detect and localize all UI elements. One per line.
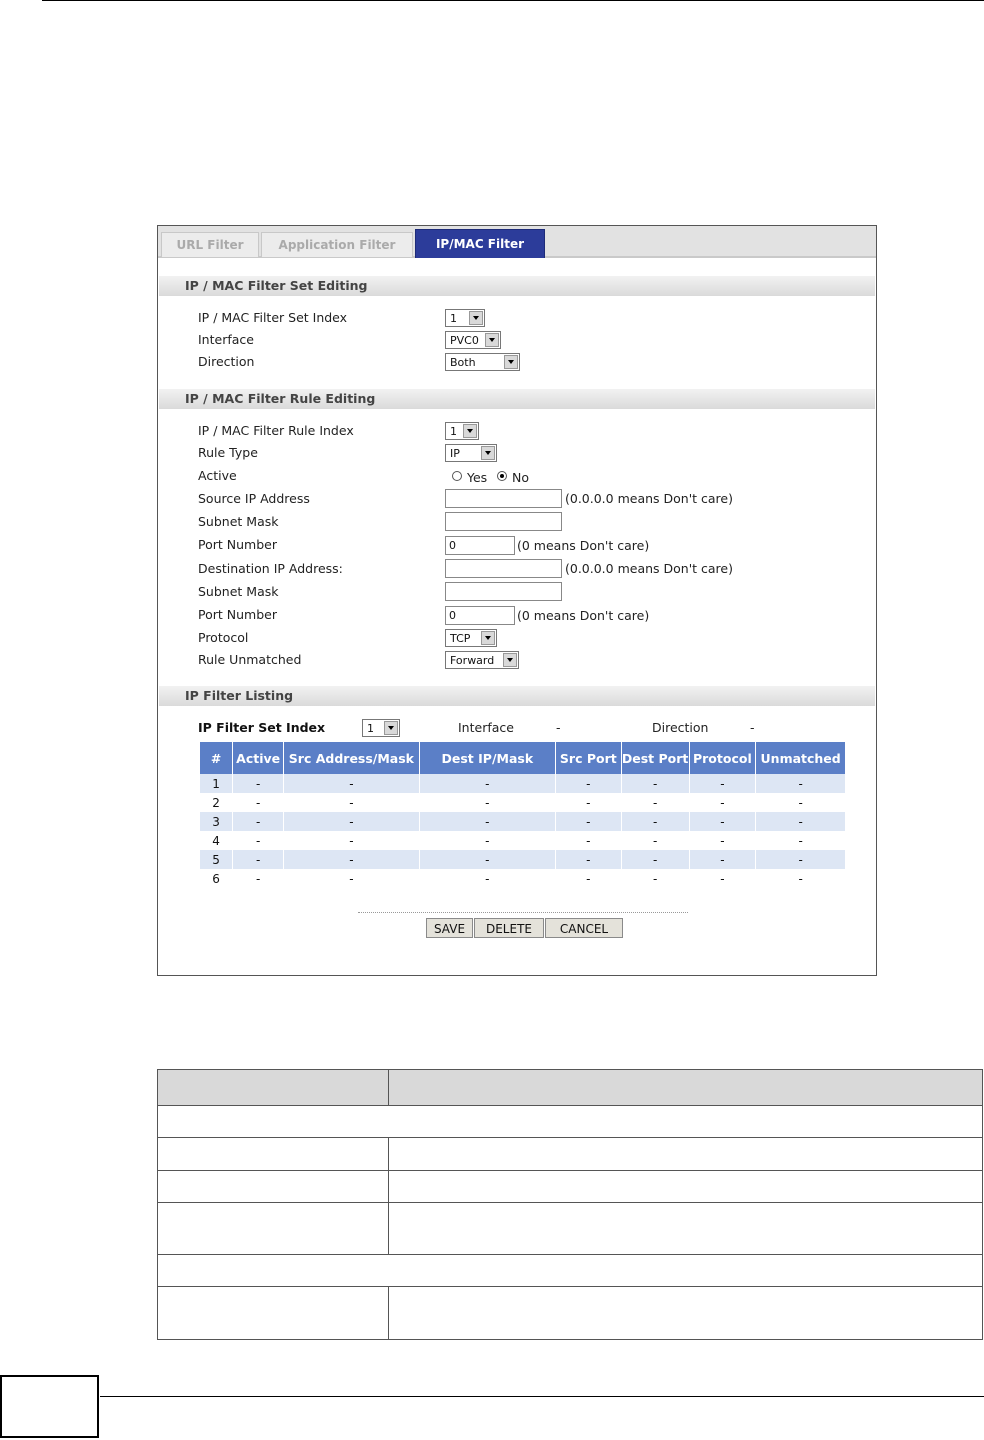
active-yes-label: Yes [467,470,488,485]
listing-interface-value: - [556,720,561,735]
cell: - [419,793,555,812]
table-header-row [158,1070,983,1106]
set-editing-header [159,276,875,296]
cell: - [689,869,756,888]
dest-mask-label: Subnet Mask [198,584,279,599]
chevron-down-icon [481,631,495,645]
table-row [200,774,846,793]
cell: - [756,774,846,793]
cell: - [756,850,846,869]
cell: - [419,831,555,850]
set-index-select[interactable] [445,309,485,327]
direction-value: Both [450,356,476,369]
cell: - [621,869,689,888]
cell: - [284,831,420,850]
cell: - [555,774,621,793]
desc-cell [158,1171,389,1203]
dest-mask-input[interactable] [445,582,562,601]
set-index-value: 1 [450,312,457,325]
active-yes-radio[interactable] [452,471,462,481]
filter-listing-table [200,742,846,888]
rule-unmatched-label: Rule Unmatched [198,652,302,667]
desc-header-cell [158,1070,389,1106]
description-table [157,1069,983,1340]
listing-set-index-value: 1 [367,722,374,735]
dest-port-label: Port Number [198,607,277,622]
cell: - [756,812,846,831]
table-row [200,831,846,850]
cell: - [555,812,621,831]
table-row [158,1106,983,1138]
source-ip-label: Source IP Address [198,491,310,506]
set-index-label: IP / MAC Filter Set Index [198,310,348,325]
cell: - [284,869,420,888]
cell: - [284,793,420,812]
source-port-input[interactable]: 0 [445,536,515,555]
tab-ip-mac-filter[interactable]: IP/MAC Filter [415,229,545,258]
table-row [158,1287,983,1340]
cell: - [419,869,555,888]
protocol-value: TCP [450,632,471,645]
table-row [158,1255,983,1287]
cell: - [689,850,756,869]
chevron-down-icon [485,333,499,347]
rule-editing-header [159,389,875,409]
desc-cell [389,1287,983,1340]
cell: 2 [200,793,233,812]
interface-select[interactable] [445,331,501,349]
desc-cell [389,1171,983,1203]
cell: - [419,774,555,793]
desc-cell [158,1255,983,1287]
cell: 5 [200,850,233,869]
cell: - [756,869,846,888]
chevron-down-icon [463,424,477,438]
rule-unmatched-select[interactable] [445,651,519,669]
col-index: # [200,742,233,774]
cell: - [419,850,555,869]
source-mask-label: Subnet Mask [198,514,279,529]
desc-cell [389,1203,983,1255]
cell: - [284,812,420,831]
cell: - [689,793,756,812]
cell: - [284,850,420,869]
dest-ip-input[interactable] [445,559,562,578]
col-src-address: Src Address/Mask [284,742,420,774]
cell: - [233,812,284,831]
col-active: Active [233,742,284,774]
cell: - [233,850,284,869]
cell: - [419,812,555,831]
active-no-label: No [512,470,529,485]
chevron-down-icon [504,355,518,369]
col-unmatched: Unmatched [756,742,846,774]
filter-listing-title: IP Filter Listing [185,688,294,703]
tab-application-filter[interactable]: Application Filter [261,232,413,257]
cell: - [233,831,284,850]
page-number-box [0,1375,99,1438]
dest-port-input[interactable]: 0 [445,606,515,625]
ip-mac-filter-panel [157,225,877,976]
cell: - [555,793,621,812]
cell: - [555,831,621,850]
col-src-port: Src Port [555,742,621,774]
cell: - [284,774,420,793]
table-row [158,1171,983,1203]
cell: 1 [200,774,233,793]
col-protocol: Protocol [689,742,756,774]
cell: - [233,793,284,812]
cell: - [555,850,621,869]
cell: - [621,812,689,831]
dest-ip-label: Destination IP Address: [198,561,343,576]
interface-value: PVC0 [450,334,479,347]
rule-type-value: IP [450,447,460,460]
table-row [200,850,846,869]
rule-unmatched-value: Forward [450,654,495,667]
desc-cell [158,1203,389,1255]
save-button[interactable]: SAVE [426,918,473,938]
source-port-hint: (0 means Don't care) [517,538,650,553]
source-mask-input[interactable] [445,512,562,531]
listing-direction-label: Direction [652,720,709,735]
desc-cell [389,1138,983,1171]
table-row [158,1138,983,1171]
rule-index-value: 1 [450,425,457,438]
tab-url-filter[interactable]: URL Filter [161,232,259,257]
table-row [200,812,846,831]
dest-port-hint: (0 means Don't care) [517,608,650,623]
listing-direction-value: - [750,720,755,735]
cell: - [233,869,284,888]
rule-editing-title: IP / MAC Filter Rule Editing [185,391,376,406]
cell: - [756,793,846,812]
delete-button[interactable]: DELETE [474,918,544,938]
protocol-label: Protocol [198,630,249,645]
cell: - [689,831,756,850]
cell: - [621,774,689,793]
chevron-down-icon [384,721,398,735]
col-dest-ip: Dest IP/Mask [419,742,555,774]
active-no-radio[interactable] [497,471,507,481]
header-rule [42,0,984,1]
rule-index-select[interactable] [445,422,479,440]
chevron-down-icon [503,653,517,667]
rule-type-select[interactable] [445,444,497,462]
desc-header-cell [389,1070,983,1106]
rule-type-label: Rule Type [198,445,258,460]
tab-bar [158,226,876,258]
cell: 6 [200,869,233,888]
direction-select[interactable] [445,353,520,371]
cell: - [689,812,756,831]
cell: - [621,850,689,869]
direction-label: Direction [198,354,255,369]
cell: - [689,774,756,793]
desc-cell [158,1287,389,1340]
button-divider [358,912,688,913]
filter-listing-header [159,686,875,706]
cell: - [621,831,689,850]
cell: - [233,774,284,793]
dest-ip-hint: (0.0.0.0 means Don't care) [565,561,733,576]
chevron-down-icon [481,446,495,460]
table-row [158,1203,983,1255]
cell: - [555,869,621,888]
source-ip-hint: (0.0.0.0 means Don't care) [565,491,733,506]
rule-index-label: IP / MAC Filter Rule Index [198,423,354,438]
footer-rule [100,1396,984,1397]
col-dest-port: Dest Port [621,742,689,774]
desc-cell [158,1138,389,1171]
table-row [200,793,846,812]
table-header-row [200,742,846,774]
listing-set-index-select[interactable] [362,719,400,737]
chevron-down-icon [469,311,483,325]
active-label: Active [198,468,237,483]
interface-label: Interface [198,332,254,347]
source-ip-input[interactable] [445,489,562,508]
cell: - [756,831,846,850]
source-port-label: Port Number [198,537,277,552]
desc-cell [158,1106,983,1138]
cancel-button[interactable]: CANCEL [545,918,623,938]
listing-set-index-label: IP Filter Set Index [198,720,326,735]
cell: 4 [200,831,233,850]
cell: 3 [200,812,233,831]
cell: - [621,793,689,812]
table-row [200,869,846,888]
set-editing-title: IP / MAC Filter Set Editing [185,278,368,293]
listing-interface-label: Interface [458,720,514,735]
protocol-select[interactable] [445,629,497,647]
